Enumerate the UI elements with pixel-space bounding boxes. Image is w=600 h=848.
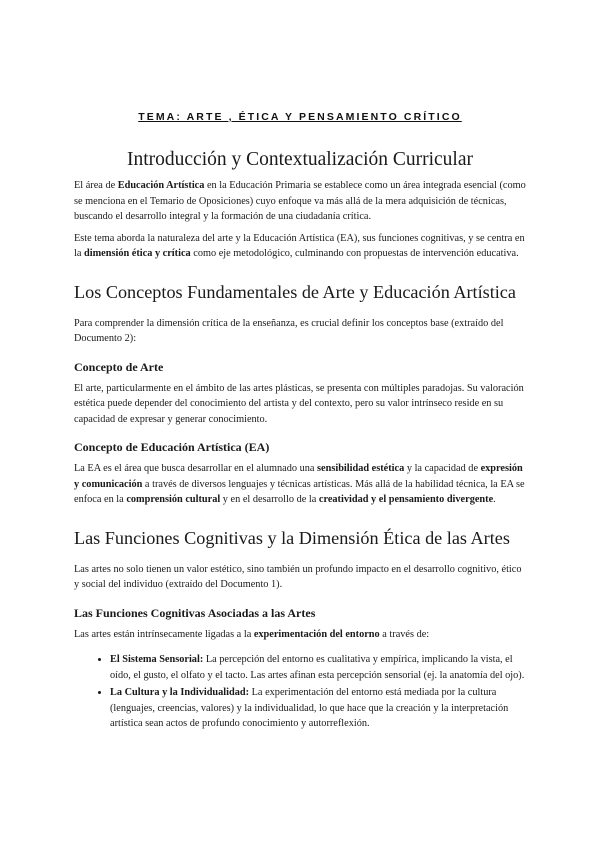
- text-run: El área de: [74, 180, 118, 191]
- cognitive-subheading: Las Funciones Cognitivas Asociadas a las Artes: [74, 605, 316, 620]
- text-run: y en el desarrollo de la: [220, 494, 319, 505]
- text-run: en la Educación Primaria se establece como un área integrada esencial (como se menciona en el Temario de Oposiciones) cuyo enfoque va más allá de la mera adquisición de técnicas, buscando el desarrollo integral y la formación de una ciudadanía crítica.: [74, 180, 526, 222]
- bold-text: comprensión cultural: [126, 494, 221, 505]
- intro-paragraph-1: [74, 178, 526, 225]
- concepts-heading: Los Conceptos Fundamentales de Arte y Educación Artística: [74, 281, 516, 302]
- bold-text: creatividad y el pensamiento divergente: [318, 494, 494, 505]
- text-run: Las artes no solo tienen un valor estético, sino también un profundo impacto en el desarrollo cognitivo, ético y social del individuo (extraído del Documento 1).: [74, 563, 522, 590]
- concepts-paragraph: [74, 316, 526, 347]
- document-body: [74, 148, 526, 734]
- text-run: a través de diversos lenguajes y técnicas artísticas. Más allá de la habilidad técnica, la EA se enfoca en la: [74, 478, 525, 505]
- text-run: y la capacidad de: [404, 463, 481, 474]
- cognitive-bullet-list: [74, 652, 526, 732]
- bold-text: dimensión ética y crítica: [84, 248, 191, 259]
- bullet-sensory-system: [110, 652, 526, 683]
- text-run: Este tema aborda la naturaleza del arte y la Educación Artística (EA), sus funciones cognitivas, y se centra en la: [74, 232, 525, 259]
- ea-subheading: Concepto de Educación Artística (EA): [74, 440, 270, 454]
- text-run: Para comprender la dimensión crítica de la enseñanza, es crucial definir los conceptos base (extraído del Documento 2):: [74, 317, 504, 344]
- topic-heading: TEMA: ARTE , ÉTICA Y PENSAMIENTO CRÍTICO: [138, 111, 462, 123]
- arte-paragraph: [74, 381, 526, 428]
- ea-paragraph: [74, 461, 526, 508]
- bold-text: expresión y comunicación: [74, 463, 523, 490]
- arte-subheading: Concepto de Arte: [74, 359, 164, 374]
- cognitive-paragraph: [74, 627, 526, 643]
- bold-text: El Sistema Sensorial:: [110, 654, 204, 665]
- bullet-culture-individuality: [110, 685, 526, 732]
- bold-text: sensibilidad estética: [317, 463, 405, 474]
- text-run: La EA es el área que busca desarrollar en el alumnado una: [74, 463, 318, 474]
- text-run: Las artes están intrínsecamente ligadas a la: [74, 628, 254, 640]
- text-run: La experimentación del entorno está mediada por la cultura (lenguajes, creencias, valores) y la individualidad, lo que hace que la creación y la interpretación artística sean actos de profundo conocimiento y autorreflexión.: [110, 687, 509, 729]
- text-run: La percepción del entorno es cualitativa y empírica, implicando la vista, el oído, el gusto, el olfato y el tacto. Las artes afinan esta percepción sensorial (ej. la anatomía del ojo).: [110, 654, 525, 681]
- functions-paragraph: [74, 562, 526, 593]
- bold-text: Educación Artística: [117, 180, 205, 191]
- functions-heading: Las Funciones Cognitivas y la Dimensión Ética de las Artes: [74, 527, 510, 548]
- intro-paragraph-2: [74, 231, 526, 262]
- text-run: El arte, particularmente en el ámbito de las artes plásticas, se presenta con múltiples paradojas. Su valoración estética puede depender del conocimiento del artista y del contexto, pero su valor intrínseco reside en su capacidad de expresar y generar conocimiento.: [74, 382, 524, 425]
- intro-heading: Introducción y Contextualización Curricular: [126, 149, 473, 170]
- text-run: a través de:: [379, 628, 430, 640]
- bold-text: La Cultura y la Individualidad:: [110, 687, 250, 698]
- bold-text: experimentación del entorno: [253, 628, 380, 640]
- text-run: como eje metodológico, culminando con propuestas de intervención educativa.: [190, 248, 519, 259]
- text-run: .: [493, 494, 496, 505]
